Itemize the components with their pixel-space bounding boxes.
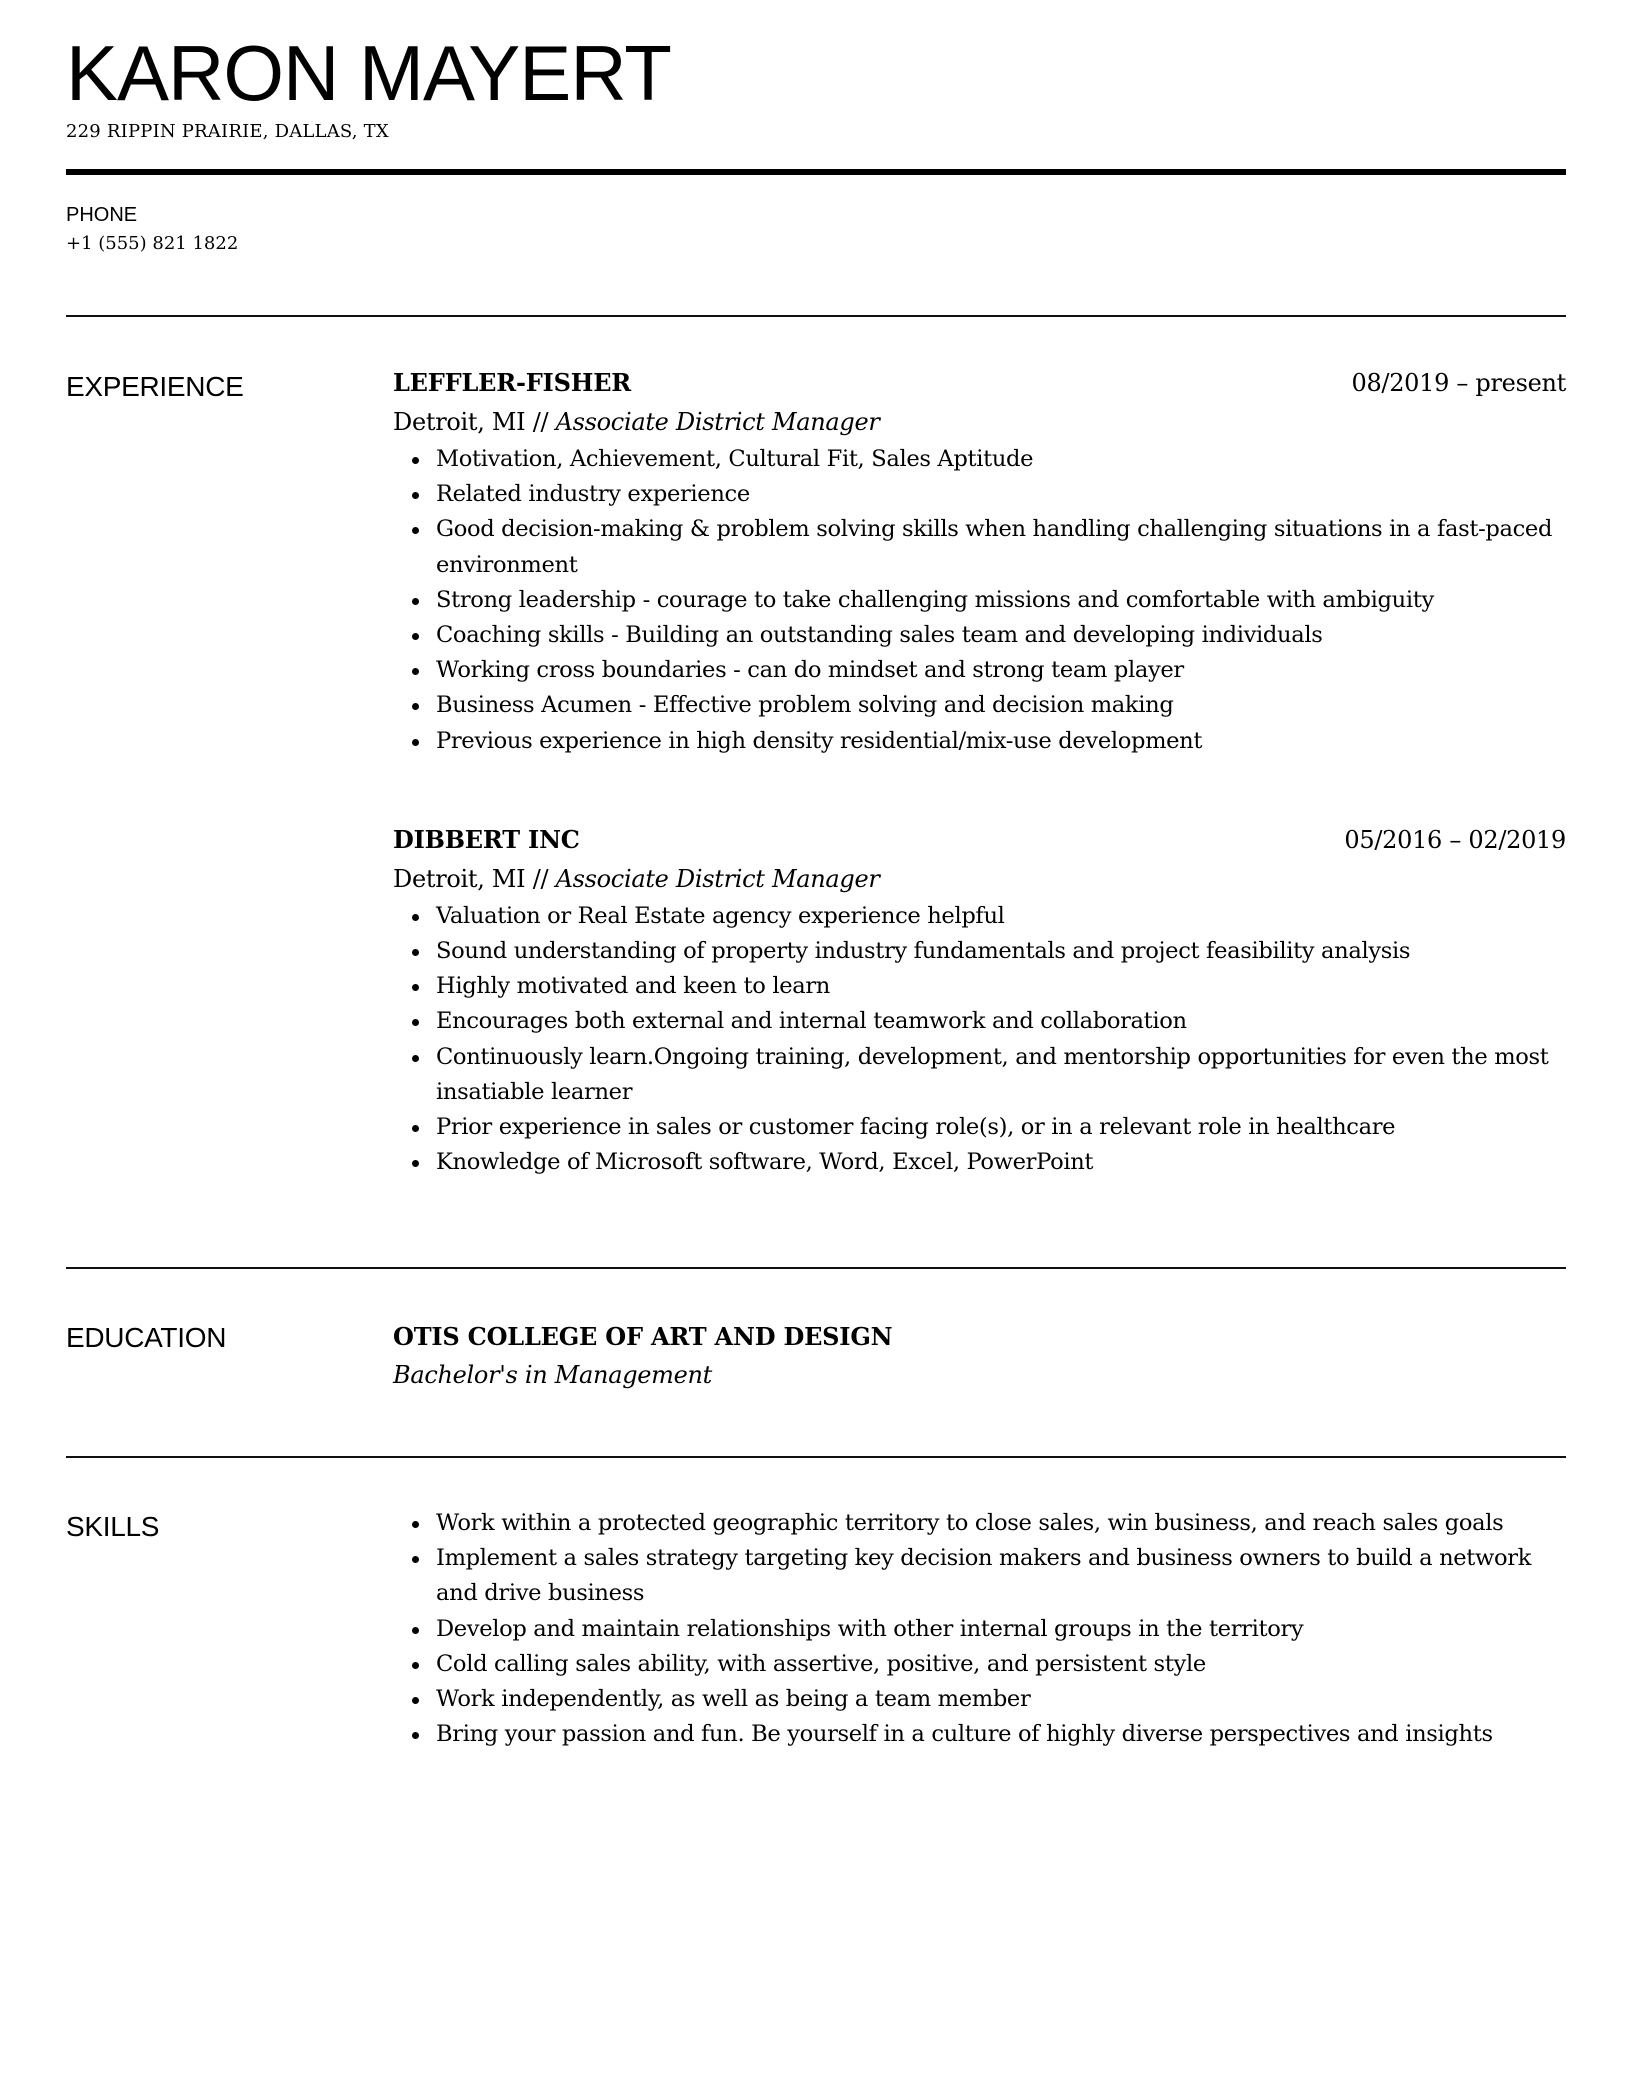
skills-content: [393, 1506, 1566, 1752]
job-header: [393, 821, 1566, 859]
list-item: Work independently, as well as being a team member: [393, 1682, 1566, 1717]
job-entry: [393, 364, 1566, 759]
header-divider: [66, 169, 1566, 175]
job-bullets: [393, 899, 1566, 1181]
list-item: Prior experience in sales or customer facing role(s), or in a relevant role in healthcare: [393, 1110, 1566, 1145]
job-entry: [393, 821, 1566, 1181]
list-item: Bring your passion and fun. Be yourself in a culture of highly diverse perspectives and insights: [393, 1717, 1566, 1752]
job-role: Associate District Manager: [555, 408, 880, 436]
job-subtitle: [393, 402, 1566, 442]
skills-list: [393, 1506, 1566, 1752]
candidate-address: 229 RIPPIN PRAIRIE, DALLAS, TX: [66, 121, 389, 142]
job-subtitle: [393, 859, 1566, 899]
job-separator: //: [525, 408, 556, 436]
job-dates: 05/2016 – 02/2019: [1344, 825, 1566, 854]
degree: Bachelor's in Management: [393, 1361, 713, 1389]
section-divider: [66, 1267, 1566, 1269]
job-location: Detroit, MI: [393, 864, 526, 893]
list-item: Business Acumen - Effective problem solving and decision making: [393, 688, 1566, 723]
list-item: Knowledge of Microsoft software, Word, Excel, PowerPoint: [393, 1145, 1566, 1180]
list-item: Sound understanding of property industry fundamentals and project feasibility analysis: [393, 934, 1566, 969]
job-header: [393, 364, 1566, 402]
section-divider: [66, 315, 1566, 317]
section-divider: [66, 1456, 1566, 1458]
job-location: Detroit, MI: [393, 408, 526, 436]
phone-label: PHONE: [66, 204, 138, 226]
list-item: Work within a protected geographic territory to close sales, win business, and reach sales goals: [393, 1506, 1566, 1541]
experience-content: [393, 364, 1566, 1180]
list-item: Implement a sales strategy targeting key decision makers and business owners to build a network and drive business: [393, 1541, 1566, 1611]
list-item: Highly motivated and keen to learn: [393, 969, 1566, 1004]
list-item: Previous experience in high density residential/mix-use development: [393, 724, 1566, 759]
list-item: Strong leadership - courage to take challenging missions and comfortable with ambiguity: [393, 583, 1566, 618]
list-item: Working cross boundaries - can do mindset and strong team player: [393, 653, 1566, 688]
job-separator: //: [525, 864, 556, 893]
job-bullets: [393, 442, 1566, 759]
education-content: [393, 1318, 1566, 1394]
job-role: Associate District Manager: [555, 864, 880, 893]
list-item: Cold calling sales ability, with assertive, positive, and persistent style: [393, 1647, 1566, 1682]
school-name: OTIS COLLEGE OF ART AND DESIGN: [393, 1322, 893, 1351]
skills-heading: SKILLS: [66, 1511, 160, 1542]
list-item: Valuation or Real Estate agency experience helpful: [393, 899, 1566, 934]
company-name: DIBBERT INC: [393, 824, 580, 854]
list-item: Encourages both external and internal teamwork and collaboration: [393, 1004, 1566, 1039]
education-heading: EDUCATION: [66, 1322, 227, 1353]
list-item: Continuously learn.Ongoing training, development, and mentorship opportunities for even the most insatiable learner: [393, 1040, 1566, 1110]
list-item: Develop and maintain relationships with other internal groups in the territory: [393, 1612, 1566, 1647]
list-item: Coaching skills - Building an outstanding sales team and developing individuals: [393, 618, 1566, 653]
phone-value: +1 (555) 821 1822: [66, 233, 239, 254]
company-name: LEFFLER-FISHER: [393, 368, 632, 397]
list-item: Related industry experience: [393, 477, 1566, 512]
candidate-name: KARON MAYERT: [66, 29, 671, 117]
experience-heading: EXPERIENCE: [66, 371, 244, 402]
list-item: Motivation, Achievement, Cultural Fit, Sales Aptitude: [393, 442, 1566, 477]
list-item: Good decision-making & problem solving skills when handling challenging situations in a fast-paced environment: [393, 512, 1566, 582]
job-dates: 08/2019 – present: [1351, 369, 1566, 397]
